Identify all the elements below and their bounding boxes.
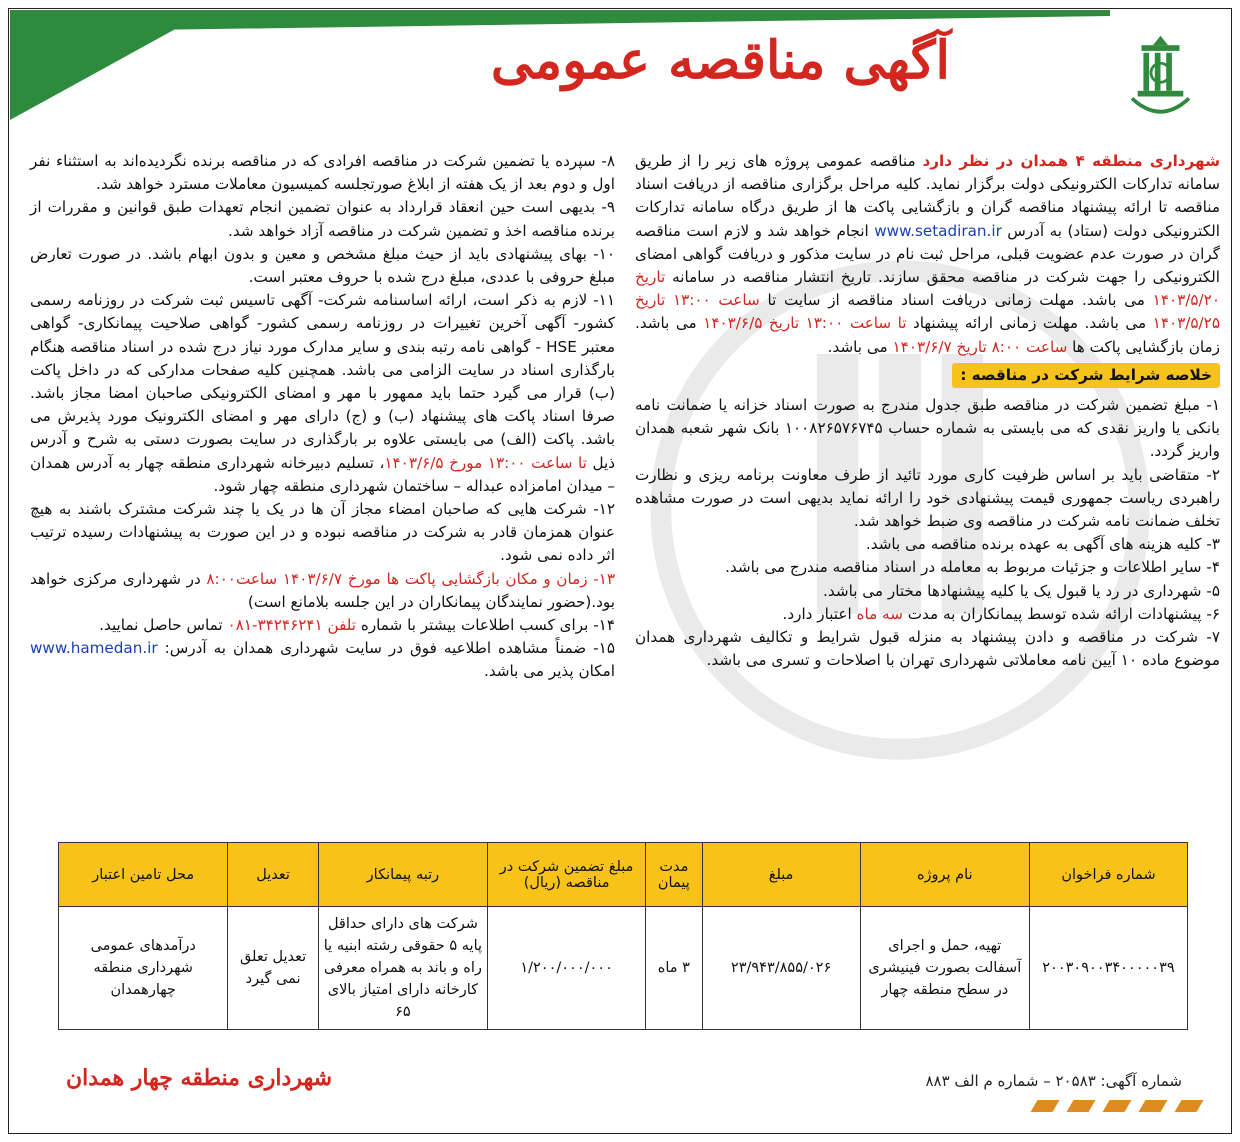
condition-10: ۱۰- بهای پیشنهادی باید از حیث مبلغ مشخص و معین و بدون ابهام باشد. در صورت تعارض مبلغ حروفی با عددی، مبلغ درج شده با حروف معتبر است. [30,244,615,287]
table-header: شماره فراخوان [1029,843,1187,907]
hamedan-link[interactable]: www.hamedan.ir [30,639,158,658]
setad-link[interactable]: www.setadiran.ir [874,221,1002,240]
intro-heading: شهرداری منطقه ۴ همدان در نظر دارد [922,152,1221,170]
table-header: محل تامین اعتبار [59,843,228,907]
table-cell: ۲۳/۹۴۳/۸۵۵/۰۲۶ [702,907,860,1030]
header [10,10,1230,120]
table-cell: تهیه، حمل و اجرای آسفالت بصورت فینیشری در سطح منطقه چهار [860,907,1029,1030]
table-header: مبلغ [702,843,860,907]
condition-14: ۱۴- برای کسب اطلاعات بیشتر با شماره تلفن ۳۴۲۴۶۲۴۱-۰۸۱ تماس حاصل نمایید. [99,616,615,635]
table-cell: شرکت های دارای حداقل پایه ۵ حقوقی رشته ابنیه یا راه و باند به همراه معرفی کارخانه دارای امتیاز بالای ۶۵ [318,907,487,1030]
condition-12: ۱۲- شرکت هایی که صاحبان امضاء مجاز آن ها در یک یا چند شرکت مشترک باشند به هیچ عنوان همزمان قادر به شرکت در مناقصه نبوده و در این صورت به پیشنهادات رسیده ترتیب اثر داده نمی شود. [30,500,615,565]
tender-table [58,842,1188,1030]
table-cell: ۲۰۰۳۰۹۰۰۳۴۰۰۰۰۰۳۹ [1029,907,1187,1030]
body-columns [20,150,1220,830]
municipality-logo-icon [1113,30,1208,125]
condition-11: ۱۱- لازم به ذکر است، ارائه اساسنامه شرکت- آگهی تاسیس ثبت شرکت در روزنامه رسمی کشور- آگهی آخرین تغییرات در روزنامه رسمی کشور- گواهی صلاحیت پیمانکاری- گواهی معتبر HSE - گواهی نامه رتبه بندی و سایر مدارک مورد نیاز درج شده در اسناد مناقصه هنگام بارگذاری اسناد در سایت الزامی می باشد. همچنین کلیه صفحات مدارکی که در داخل پاکت (ب) قرار می گیرد حتما باید ممهور با مهر و امضای الکترونیکی صاحبان امضا مجاز باشد. صرفا اسناد پاکت های پیشنهاد (ب) و (ج) دارای مهر و امضای الکترونیک مورد پذیرش می باشد. پاکت (الف) می بایستی علاوه بر بارگذاری در سایت بصورت دستی به شرح و آدرس ذیل تا ساعت ۱۳:۰۰ مورخ ۱۴۰۳/۶/۵، تسلیم دبیرخانه شهرداری منطقه چهار به آدرس همدان – میدان امامزاده عبداله – ساختمان شهرداری منطقه چهار شود. [30,291,615,495]
table-header: تعدیل [228,843,318,907]
arrow-icon [1175,1100,1204,1112]
ad-number: شماره آگهی: ۲۰۵۸۳ – شماره م الف ۸۸۳ [925,1072,1182,1090]
condition-4: ۴- سایر اطلاعات و جزئیات مربوط به معامله در اسناد مناقصه مندرج می باشد. [725,558,1220,577]
summary-heading: خلاصه شرایط شرکت در مناقصه : [952,363,1220,388]
condition-1: ۱- مبلغ تضمین شرکت در مناقصه طبق جدول مندرج به صورت اسناد خزانه یا ضمانت نامه بانکی یا واریز نقدی که می بایستی به شماره حساب ۱۰۰۸۲۶۵۷۶۷۴۵ بانک شهر شعبه همدان واریز گردد. [635,396,1220,461]
table-header: مبلغ تضمین شرکت در مناقصه (ریال) [488,843,646,907]
condition-7: ۷- شرکت در مناقصه و دادن پیشنهاد به منزله قبول شرایط و تکالیف شهرداری همدان موضوع ماده ۱۰ آیین نامه معاملاتی شهرداری تهران با اصلاحات و تسری می باشد. [635,628,1220,670]
table-header: رتبه پیمانکار [318,843,487,907]
table-header: نام پروژه [860,843,1029,907]
condition-9: ۹- بدیهی است حین انعقاد قرارداد به عنوان تضمین انجام تعهدات طبق قوانین و مقررات از برنده مناقصه اخذ و تضمین شرکت در مناقصه آزاد خواهد شد. [30,198,615,240]
decorative-arrows [1034,1100,1200,1112]
arrow-icon [1103,1100,1132,1112]
right-column [635,150,1220,672]
table-cell: درآمدهای عمومی شهرداری منطقه چهارهمدان [59,907,228,1030]
condition-2: ۲- متقاضی باید بر اساس ظرفیت کاری مورد تائید از طرف معاونت برنامه ریزی و نظارت راهبردی ریاست جمهوری قیمت پیشنهادی خود را ارائه نماید بدیهی است در صورت مشاهده تخلف ضمانت نامه شرکت در مناقصه وی ضبط خواهد شد. [635,465,1220,531]
condition-5: ۵- شهرداری در رد یا قبول یک یا کلیه پیشنهادها مختار می باشد. [823,581,1220,600]
table-cell: ۱/۲۰۰/۰۰۰/۰۰۰ [488,907,646,1030]
arrow-icon [1067,1100,1096,1112]
condition-6: ۶- پیشنهادات ارائه شده توسط پیمانکاران به مدت سه ماه اعتبار دارد. [782,604,1220,623]
phone-number: تلفن ۳۴۲۴۶۲۴۱-۰۸۱ [227,616,357,635]
left-column [30,150,615,684]
arrow-icon [1031,1100,1060,1112]
condition-15: ۱۵- ضمناً مشاهده اطلاعیه فوق در سایت شهرداری همدان به آدرس: www.hamedan.ir امکان پذیر می باشد. [30,639,615,681]
table-header: مدت پیمان [646,843,702,907]
condition-3: ۳- کلیه هزینه های آگهی به عهده برنده مناقصه می باشد. [865,535,1220,554]
footer-organization: شهرداری منطقه چهار همدان [66,1065,333,1091]
table-cell: ۳ ماه [646,907,702,1030]
table-header-row [59,843,1188,907]
page-title: آگهی مناقصه عمومی [490,30,950,91]
condition-13: ۱۳- زمان و مکان بازگشایی پاکت ها مورخ ۱۴۰۳/۶/۷ ساعت۸:۰۰ در شهرداری مرکزی خواهد بود.(حضور نمایندگان پیمانکاران در این جلسه بلامانع است) [30,569,615,611]
table-cell: تعدیل تعلق نمی گیرد [228,907,318,1030]
table-row [59,907,1188,1030]
condition-8: ۸- سپرده یا تضمین شرکت در مناقصه افرادی که در مناقصه برنده نگردیده‌اند به استثناء نفر اول و دوم بعد از یک هفته از ابلاغ صورتجلسه کمیسیون معاملات مسترد خواهد شد. [30,152,615,194]
arrow-icon [1139,1100,1168,1112]
intro-paragraph: شهرداری منطقه ۴ همدان در نظر دارد مناقصه عمومی پروژه های زیر را از طریق سامانه تدارکات الکترونیکی دولت برگزار نماید. کلیه مراحل برگزاری مناقصه از دریافت اسناد مناقصه تا ارائه پیشنهاد مناقصه گران و بازگشایی پاکت ها از طریق درگاه سامانه تدارکات الکترونیکی دولت (ستاد) به آدرس www.setadiran.ir انجام خواهد شد و لازم است مناقصه گران در صورت عدم عضویت قبلی، مراحل ثبت نام در سایت مذکور و دریافت گواهی امضای الکترونیکی را جهت شرکت در مناقصه محقق سازند. تاریخ انتشار مناقصه در سامانه تاریخ ۱۴۰۳/۵/۲۰ می باشد. مهلت زمانی دریافت اسناد مناقصه از سایت تا ساعت ۱۳:۰۰ تاریخ ۱۴۰۳/۵/۲۵ می باشد. مهلت زمانی ارائه پیشنهاد تا ساعت ۱۳:۰۰ تاریخ ۱۴۰۳/۶/۵ می باشد. زمان بازگشایی پاکت ها ساعت ۸:۰۰ تاریخ ۱۴۰۳/۶/۷ می باشد. [635,152,1221,356]
